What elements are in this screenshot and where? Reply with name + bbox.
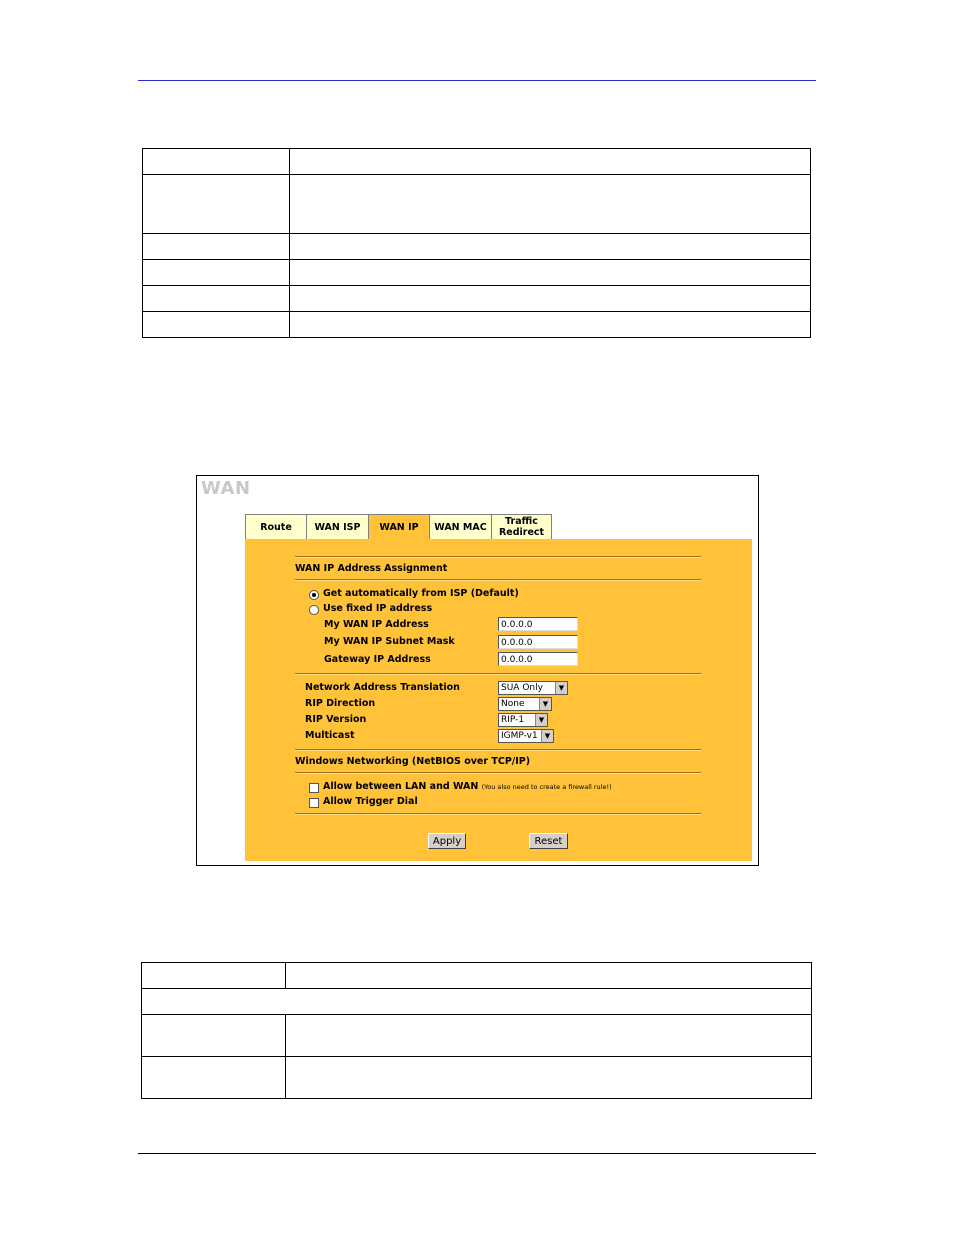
bottom-table [141,962,812,1099]
tab-wan-ip[interactable]: WAN IP [368,514,430,540]
subnet-mask-input[interactable]: 0.0.0.0 [498,635,578,649]
chevron-down-icon: ▼ [541,730,553,742]
subnet-mask-label: My WAN IP Subnet Mask [324,636,455,647]
rip-direction-value: None [501,699,525,709]
reset-button[interactable]: Reset [529,833,568,849]
rip-version-label: RIP Version [305,714,367,725]
allow-trigger-dial-checkbox[interactable] [309,798,319,808]
header-rule [138,80,816,81]
table-row [142,1057,812,1099]
table-row [142,1015,812,1057]
apply-button[interactable]: Apply [428,833,466,849]
table-row [143,312,811,338]
radio-auto-label: Get automatically from ISP (Default) [323,588,519,599]
table-row [143,149,811,175]
firewall-note: (You also need to create a firewall rule!) [481,783,612,791]
table-row [143,175,811,234]
rip-version-value: RIP-1 [501,715,525,725]
radio-get-automatically[interactable] [309,590,319,600]
table-row [143,286,811,312]
multicast-select[interactable] [498,729,554,743]
tab-wan-mac[interactable]: WAN MAC [429,514,492,539]
wan-ip-screenshot [196,475,759,866]
multicast-value: IGMP-v1 [501,731,538,741]
rip-direction-select[interactable] [498,697,552,711]
multicast-label: Multicast [305,730,355,741]
divider [295,579,701,581]
allow-lan-wan-label [323,781,612,793]
nat-label: Network Address Translation [305,682,460,693]
rip-direction-label: RIP Direction [305,698,376,709]
divider [295,749,701,751]
chevron-down-icon: ▼ [535,714,547,726]
nat-select-value: SUA Only [501,683,543,693]
chevron-down-icon: ▼ [555,682,567,694]
chevron-down-icon: ▼ [539,698,551,710]
settings-panel [245,539,752,861]
my-wan-ip-label: My WAN IP Address [324,619,429,630]
tab-bar [245,514,551,539]
radio-fixed-label: Use fixed IP address [323,603,433,614]
wan-title: WAN [201,478,251,499]
nat-select[interactable] [498,681,568,695]
divider [295,673,701,675]
allow-trigger-dial-label: Allow Trigger Dial [323,796,418,807]
divider [295,772,701,774]
table-row [143,260,811,286]
section-assignment-heading: WAN IP Address Assignment [295,563,448,574]
allow-lan-wan-checkbox[interactable] [309,783,319,793]
table-row [143,234,811,260]
footer-rule [138,1153,816,1154]
gateway-label: Gateway IP Address [324,654,431,665]
radio-use-fixed-ip[interactable] [309,605,319,615]
gateway-input[interactable]: 0.0.0.0 [498,652,578,666]
divider [295,556,701,558]
tab-traffic-redirect[interactable]: Traffic Redirect [491,514,552,539]
table-row [142,989,812,1015]
my-wan-ip-input[interactable]: 0.0.0.0 [498,617,578,631]
allow-lan-wan-text: Allow between LAN and WAN [323,781,479,792]
tab-wan-isp[interactable]: WAN ISP [306,514,369,539]
section-netbios-heading: Windows Networking (NetBIOS over TCP/IP) [295,756,531,767]
divider [295,813,701,815]
top-table [142,148,811,338]
rip-version-select[interactable] [498,713,548,727]
table-row [142,963,812,989]
tab-route[interactable]: Route [245,514,307,539]
